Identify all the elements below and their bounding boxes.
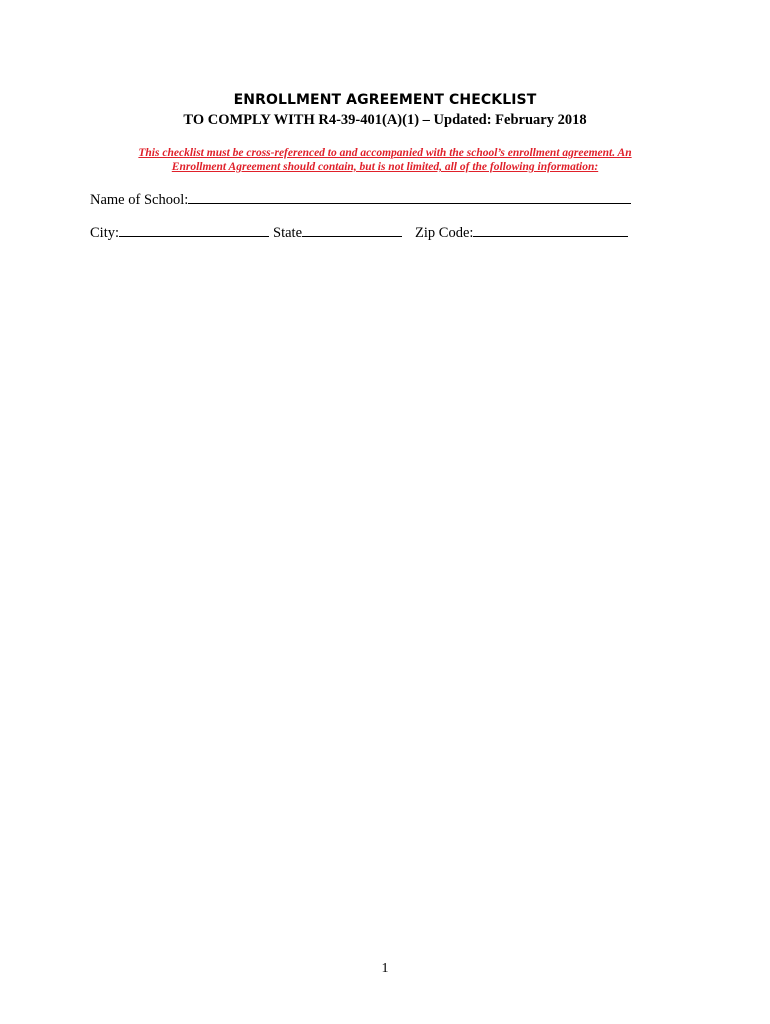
city-field[interactable] [119, 222, 269, 237]
school-name-label: Name of School: [90, 192, 189, 208]
document-title: ENROLLMENT AGREEMENT CHECKLIST [233, 92, 537, 108]
school-name-row [90, 189, 631, 209]
zip-code-label: Zip Code: [415, 225, 474, 241]
city-label: City: [90, 225, 120, 241]
notice-text [100, 146, 670, 174]
state-field[interactable] [302, 222, 402, 237]
address-row [90, 222, 628, 242]
notice-line-1: This checklist must be cross-referenced to and accompanied with the school’s enrollment agreement. An [138, 147, 632, 159]
state-label: State [273, 225, 303, 241]
notice-line-2: Enrollment Agreement should contain, but is not limited, all of the following information: [171, 161, 599, 173]
page-number: 1 [381, 961, 389, 976]
document-subtitle: TO COMPLY WITH R4-39-401(A)(1) – Updated: February 2018 [183, 112, 587, 128]
zip-code-field[interactable] [473, 222, 628, 237]
school-name-field[interactable] [188, 189, 631, 204]
